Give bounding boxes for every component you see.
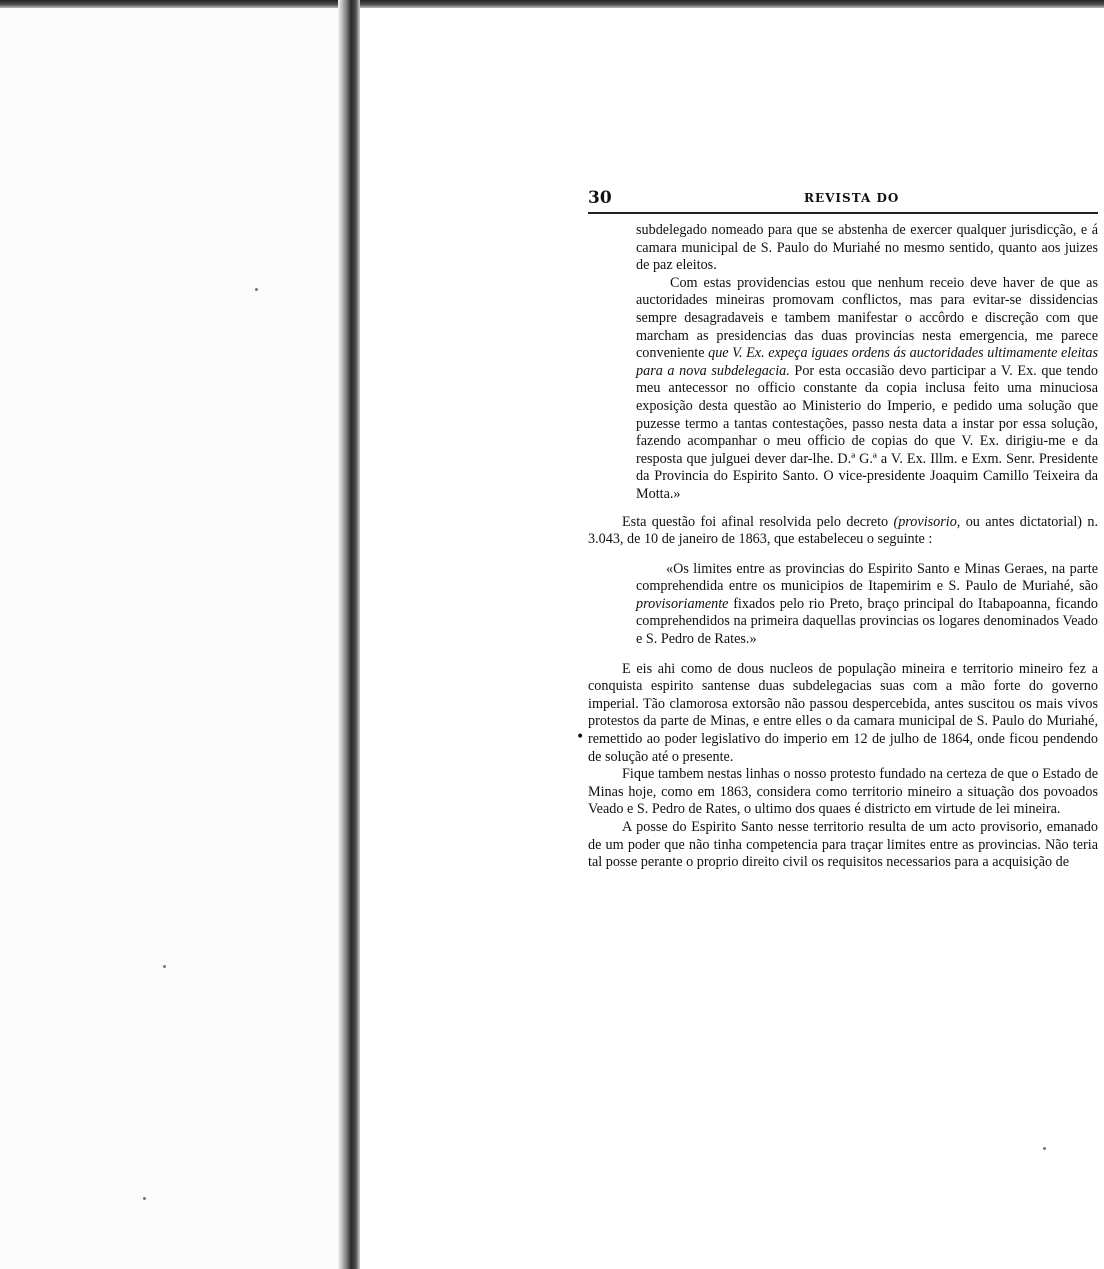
letter-text: Com estas providencias estou que nenhum receio deve haver de que as auctoridades mineiras promovam conflictos, mas para evitar-se dissidencias sempre desagradaveis e tambem manifestar o accôrdo e discreção com que marcham as presidencias das duas provincias nesta emergencia, me parece conveniente	[636, 274, 1098, 362]
decree-text: «Os limites entre as provincias do Espirito Santo e Minas Geraes, na parte comprehendida entre os municipios de Itapemirim e S. Paulo de Muriahé, são	[636, 560, 1098, 595]
scan-speck	[143, 1197, 146, 1200]
body-text: Esta questão foi afinal resolvida pelo decreto	[622, 513, 894, 530]
letter-text: Por esta occasião devo participar a V. Ex. que tendo meu antecessor no officio constante da copia inclusa feito uma minuciosa exposição desta questão ao Ministerio do Imperio, e pedido uma solução que puzesse termo a tantas contestações, passo nesta data a instar por essa solução, fazendo acompanhar o meu officio de copias do que V. Ex. dirigiu-me e da resposta que julguei dever dar-lhe. D.ª G.ª a V. Ex. Illm. e Exm. Senr. Presidente da Provincia do Espirito Santo. O vice-presidente Joaquim Camillo Teixeira da Motta.»	[636, 362, 1098, 502]
body-paragraph-decree-intro	[588, 514, 1098, 549]
margin-bullet: •	[576, 729, 585, 745]
body-italic-text: (provisorio,	[893, 513, 961, 530]
decree-quote	[636, 561, 1098, 649]
body-section	[588, 514, 1098, 549]
decree-italic-text: provisoriamente	[636, 595, 729, 612]
header-rule	[588, 212, 1098, 214]
body-text: ou antes dictatorial) n. 3.043, de 10 de janeiro de 1863, que estabeleceu o seguinte :	[588, 513, 1098, 548]
right-page	[588, 188, 1098, 872]
running-head	[588, 188, 1098, 210]
letter-italic-text: que V. Ex. expeça iguaes ordens ás auctoridades ultimamente eleitas para a nova subdelegacia.	[636, 345, 1098, 379]
letter-paragraph-1: subdelegado nomeado para que se abstenha de exercer qualquer jurisdicção, e á camara municipal de S. Paulo do Muriahé no mesmo sentido, quanto aos juizes de paz eleitos.	[636, 222, 1098, 274]
body-paragraph: A posse do Espirito Santo nesse territorio resulta de um acto provisorio, emanado de um poder que não tinha competencia para traçar limites entre as provincias. Não teria tal posse perante o proprio direito civil os requisitos necessarios para a acquisição de	[588, 819, 1098, 871]
letter-paragraph-2	[636, 275, 1098, 504]
decree-text: fixados pelo rio Preto, braço principal do Itabapoanna, ficando comprehendidos na primeira daquellas provincias os logares denominados Veado e S. Pedro de Rates.»	[636, 595, 1098, 648]
scan-top-edge	[0, 0, 1104, 8]
left-page-margin	[0, 0, 352, 1269]
body-paragraph: E eis ahi como de dous nucleos de população mineira e territorio mineiro fez a conquista espirito santense duas subdelegacias suas com a mão forte do governo imperial. Tão clamorosa extorsão não passou despercebida, antes suscitou os mais vivos protestos da parte de Minas, e entre elles o da camara municipal de S. Paulo do Muriahé, remettido ao poder legislativo do imperio em 12 de julho de 1864, onde ficou pendendo de solução até o presente.	[588, 660, 1098, 765]
running-title: REVISTA DO	[804, 191, 900, 205]
body-section	[588, 661, 1098, 872]
page-number: 30	[588, 188, 612, 208]
scan-speck	[1043, 1147, 1046, 1150]
scan-speck	[163, 965, 166, 968]
letter-quote	[636, 222, 1098, 504]
scan-speck	[255, 288, 258, 291]
decree-paragraph	[636, 561, 1098, 649]
body-paragraph: Fique tambem nestas linhas o nosso protesto fundado na certeza de que o Estado de Minas hoje, como em 1863, considera como territorio mineiro a situação dos povoados Veado e S. Pedro de Rates, o ultimo dos quaes é districto em virtude de lei mineira.	[588, 766, 1098, 818]
book-spine-shadow	[338, 0, 360, 1269]
